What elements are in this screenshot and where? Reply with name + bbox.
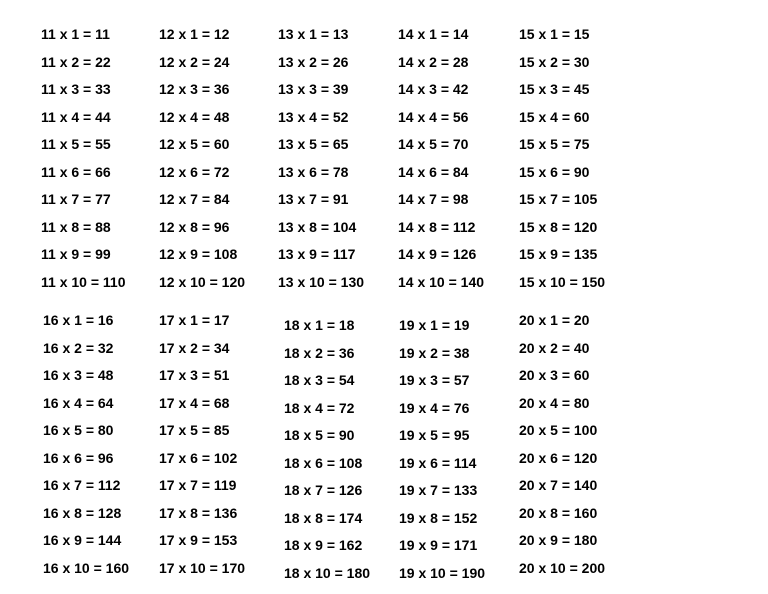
table-line: 19 x 1 = 19 (399, 317, 470, 333)
table-line: 17 x 5 = 85 (159, 422, 230, 438)
table-line: 20 x 8 = 160 (519, 504, 598, 521)
table-line: 13 x 5 = 65 (278, 136, 349, 152)
table-line: 18 x 5 = 90 (284, 427, 355, 443)
table-line: 17 x 6 = 102 (159, 449, 238, 466)
table-line: 19 x 5 = 95 (399, 427, 470, 443)
table-line: 12 x 10 = 120 (159, 273, 246, 290)
table-line: 11 x 7 = 77 (41, 191, 111, 207)
table-line: 11 x 3 = 33 (41, 81, 111, 97)
table-line: 13 x 2 = 26 (278, 53, 349, 70)
table-line: 17 x 4 = 68 (159, 394, 230, 411)
table-15 (519, 22, 649, 297)
table-line: 12 x 4 = 48 (159, 108, 230, 125)
table-line: 13 x 10 = 130 (278, 273, 365, 290)
table-line: 16 x 8 = 128 (43, 504, 122, 521)
table-line: 18 x 8 = 174 (284, 509, 363, 526)
table-16 (43, 308, 173, 583)
table-line: 17 x 8 = 136 (159, 504, 238, 521)
table-line: 18 x 3 = 54 (284, 372, 355, 388)
table-line: 12 x 5 = 60 (159, 136, 230, 152)
table-line: 19 x 4 = 76 (399, 399, 470, 416)
table-line: 14 x 10 = 140 (398, 273, 485, 290)
table-line: 18 x 4 = 72 (284, 399, 355, 416)
table-line: 11 x 2 = 22 (41, 53, 111, 70)
table-line: 18 x 9 = 162 (284, 537, 363, 553)
table-line: 14 x 8 = 112 (398, 218, 476, 235)
table-line: 18 x 2 = 36 (284, 344, 355, 361)
table-line: 19 x 8 = 152 (399, 509, 478, 526)
table-20 (519, 308, 649, 583)
table-line: 15 x 4 = 60 (519, 108, 590, 125)
table-line: 15 x 8 = 120 (519, 218, 598, 235)
table-line: 20 x 6 = 120 (519, 449, 598, 466)
table-line: 20 x 5 = 100 (519, 422, 598, 438)
table-line: 15 x 5 = 75 (519, 136, 590, 152)
table-line: 11 x 10 = 110 (41, 273, 126, 290)
table-line: 16 x 9 = 144 (43, 532, 122, 548)
table-line: 12 x 6 = 72 (159, 163, 230, 180)
table-line: 14 x 6 = 84 (398, 163, 469, 180)
table-line: 16 x 3 = 48 (43, 367, 114, 383)
table-line: 11 x 8 = 88 (41, 218, 111, 235)
table-line: 14 x 3 = 42 (398, 81, 469, 97)
table-line: 14 x 7 = 98 (398, 191, 469, 207)
table-line: 11 x 9 = 99 (41, 246, 111, 262)
table-line: 12 x 2 = 24 (159, 53, 230, 70)
table-line: 15 x 10 = 150 (519, 273, 606, 290)
table-line: 11 x 4 = 44 (41, 108, 111, 125)
table-line: 17 x 3 = 51 (159, 367, 230, 383)
table-line: 12 x 7 = 84 (159, 191, 230, 207)
table-line: 20 x 2 = 40 (519, 339, 590, 356)
table-line: 19 x 2 = 38 (399, 344, 470, 361)
table-line: 16 x 5 = 80 (43, 422, 114, 438)
table-line: 15 x 6 = 90 (519, 163, 590, 180)
table-line: 14 x 4 = 56 (398, 108, 469, 125)
table-line: 20 x 3 = 60 (519, 367, 590, 383)
table-line: 13 x 8 = 104 (278, 218, 357, 235)
table-line: 18 x 10 = 180 (284, 564, 371, 581)
table-line: 16 x 4 = 64 (43, 394, 114, 411)
table-line: 16 x 6 = 96 (43, 449, 114, 466)
table-line: 13 x 1 = 13 (278, 26, 349, 42)
table-line: 17 x 7 = 119 (159, 477, 237, 493)
table-line: 20 x 7 = 140 (519, 477, 598, 493)
table-line: 15 x 1 = 15 (519, 26, 590, 42)
table-line: 14 x 2 = 28 (398, 53, 469, 70)
table-line: 17 x 1 = 17 (159, 312, 230, 328)
table-line: 16 x 10 = 160 (43, 559, 130, 576)
table-line: 13 x 7 = 91 (278, 191, 349, 207)
table-line: 20 x 4 = 80 (519, 394, 590, 411)
table-line: 12 x 1 = 12 (159, 26, 230, 42)
table-line: 17 x 2 = 34 (159, 339, 230, 356)
table-line: 18 x 1 = 18 (284, 317, 355, 333)
table-line: 18 x 7 = 126 (284, 482, 363, 498)
table-line: 13 x 4 = 52 (278, 108, 349, 125)
table-line: 13 x 6 = 78 (278, 163, 349, 180)
table-line: 19 x 6 = 114 (399, 454, 477, 471)
table-line: 11 x 6 = 66 (41, 163, 111, 180)
table-line: 19 x 9 = 171 (399, 537, 478, 553)
table-17 (159, 308, 289, 583)
table-line: 16 x 2 = 32 (43, 339, 114, 356)
table-line: 16 x 7 = 112 (43, 477, 121, 493)
table-line: 13 x 3 = 39 (278, 81, 349, 97)
table-line: 14 x 5 = 70 (398, 136, 469, 152)
table-line: 18 x 6 = 108 (284, 454, 363, 471)
table-19 (399, 313, 529, 588)
table-line: 19 x 3 = 57 (399, 372, 470, 388)
table-line: 15 x 9 = 135 (519, 246, 598, 262)
table-11 (41, 22, 171, 297)
table-line: 16 x 1 = 16 (43, 312, 114, 328)
table-line: 15 x 2 = 30 (519, 53, 590, 70)
table-line: 20 x 9 = 180 (519, 532, 598, 548)
table-line: 20 x 10 = 200 (519, 559, 606, 576)
table-14 (398, 22, 528, 297)
table-line: 15 x 7 = 105 (519, 191, 598, 207)
table-13 (278, 22, 408, 297)
table-line: 12 x 8 = 96 (159, 218, 230, 235)
table-line: 12 x 9 = 108 (159, 246, 238, 262)
table-line: 19 x 10 = 190 (399, 564, 486, 581)
table-line: 14 x 1 = 14 (398, 26, 469, 42)
table-12 (159, 22, 289, 297)
table-line: 11 x 5 = 55 (41, 136, 111, 152)
table-line: 12 x 3 = 36 (159, 81, 230, 97)
table-line: 19 x 7 = 133 (399, 482, 478, 498)
table-line: 17 x 9 = 153 (159, 532, 238, 548)
table-line: 20 x 1 = 20 (519, 312, 590, 328)
table-line: 13 x 9 = 117 (278, 246, 356, 262)
table-line: 14 x 9 = 126 (398, 246, 477, 262)
table-line: 15 x 3 = 45 (519, 81, 590, 97)
table-18 (284, 313, 414, 588)
table-line: 11 x 1 = 11 (41, 26, 110, 42)
table-line: 17 x 10 = 170 (159, 559, 246, 576)
